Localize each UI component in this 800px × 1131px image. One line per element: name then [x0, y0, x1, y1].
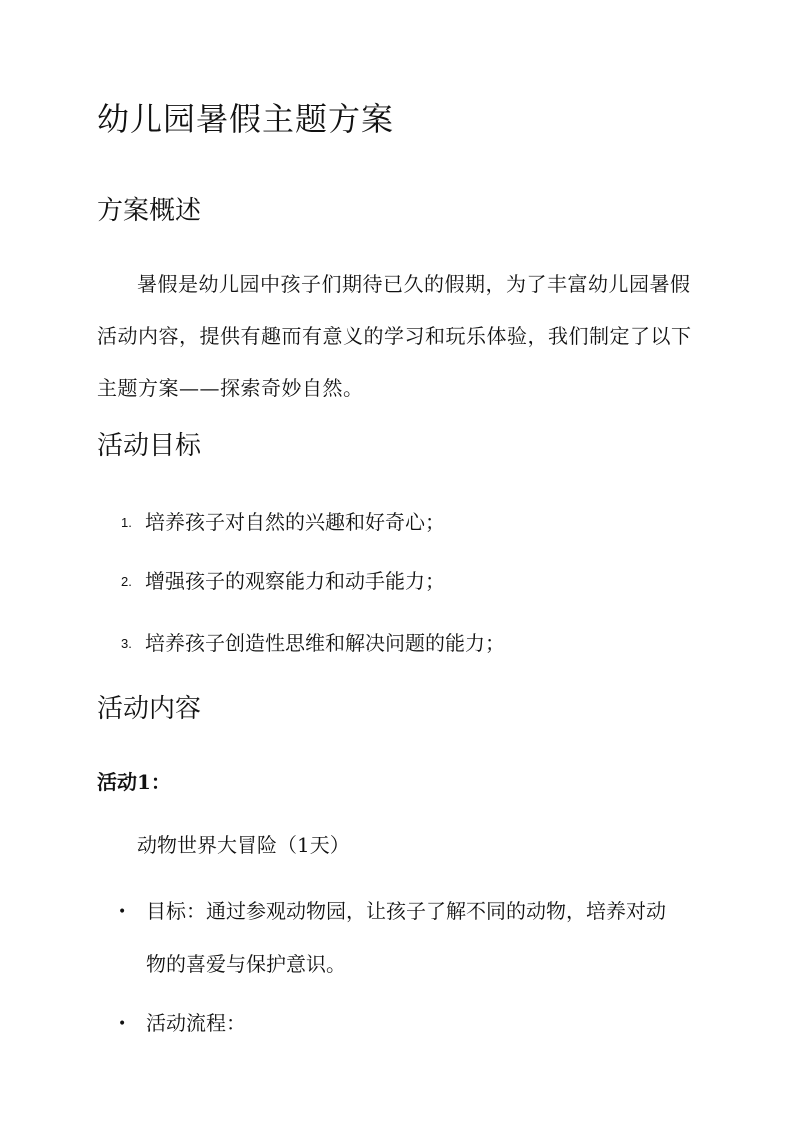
list-number: 1. [121, 515, 132, 530]
list-number: 3. [121, 636, 132, 651]
section-heading-overview: 方案概述 [97, 196, 202, 226]
bullet-text: 活动流程： [146, 1011, 246, 1035]
paragraph-line: 活动内容，提供有趣而有意义的学习和玩乐体验，我们制定了以下 [97, 324, 692, 348]
activity-label: 活动1： [97, 770, 171, 794]
paragraph-line: 主题方案——探索奇妙自然。 [97, 376, 364, 400]
activity-name: 动物世界大冒险（1天） [137, 833, 350, 857]
section-heading-content: 活动内容 [97, 694, 202, 724]
list-number: 2. [121, 574, 132, 589]
bullet-text: 目标：通过参观动物园，让孩子了解不同的动物，培养对动 [146, 899, 666, 923]
bullet-icon: • [118, 1016, 127, 1032]
list-item-text: 培养孩子对自然的兴趣和好奇心； [145, 510, 445, 534]
bullet-text-continued: 物的喜爱与保护意识。 [146, 952, 346, 976]
list-item-text: 培养孩子创造性思维和解决问题的能力； [145, 631, 505, 655]
paragraph-line: 暑假是幼儿园中孩子们期待已久的假期，为了丰富幼儿园暑假 [137, 272, 691, 296]
list-item-text: 增强孩子的观察能力和动手能力； [145, 569, 445, 593]
list-item [121, 628, 505, 659]
overview-paragraph [97, 258, 703, 414]
list-item [121, 566, 445, 597]
bullet-item [118, 885, 666, 990]
bullet-item [118, 997, 246, 1050]
bullet-icon: • [118, 904, 127, 920]
list-item [121, 507, 445, 538]
document-title: 幼儿园暑假主题方案 [97, 100, 395, 138]
section-heading-goals: 活动目标 [97, 431, 202, 461]
